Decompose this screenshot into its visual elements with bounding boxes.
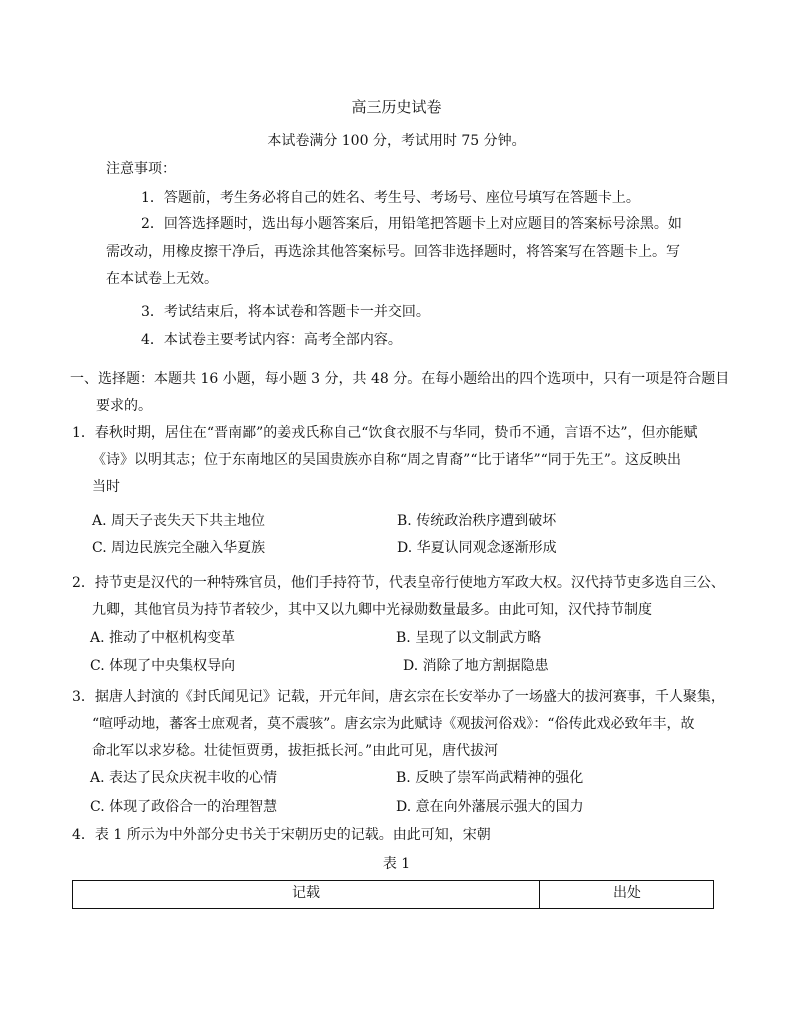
- question-1-stem-line-3: 当时: [92, 479, 120, 495]
- question-3-stem-line-1: 3．据唐人封演的《封氏闻见记》记载，开元年间，唐玄宗在长安举办了一场盛大的拔河赛事，千人聚集，: [72, 689, 725, 705]
- records-table: [72, 880, 714, 909]
- note-item-4: 4．本试卷主要考试内容：高考全部内容。: [141, 332, 402, 348]
- question-2-option-d: D. 消除了地方割据隐患: [403, 658, 549, 674]
- question-2-stem-line-2: 九卿，其他官员为持节者较少，其中又以九卿中光禄勋数量最多。由此可知，汉代持节制度: [92, 602, 652, 618]
- question-1-stem-line-2: 《诗》以明其志；位于东南地区的吴国贵族亦自称“周之胄裔”“比于诸华”“同于先王”。这反映出: [92, 452, 681, 468]
- note-item-2-line-2: 需改动，用橡皮擦干净后，再选涂其他答案标号。回答非选择题时，将答案写在答题卡上。写: [106, 244, 680, 260]
- question-1-stem-line-1: 1．春秋时期，居住在“晋南鄙”的姜戎氏称自己“饮食衣服不与华同，贽币不通，言语不达”，但亦能赋: [72, 425, 698, 441]
- question-1-option-b: B. 传统政治秩序遭到破坏: [397, 513, 557, 529]
- notes-heading: 注意事项：: [106, 161, 176, 177]
- question-1-option-d: D. 华夏认同观念逐渐形成: [397, 540, 557, 556]
- note-item-3: 3．考试结束后，将本试卷和答题卡一并交回。: [141, 304, 430, 320]
- question-3-option-c: C. 体现了政俗合一的治理智慧: [90, 799, 278, 815]
- question-3-option-a: A. 表达了民众庆祝丰收的心情: [90, 770, 278, 786]
- question-2-option-b: B. 呈现了以文制武方略: [396, 630, 542, 646]
- note-item-1: 1．答题前，考生务必将自己的姓名、考生号、考场号、座位号填写在答题卡上。: [141, 190, 640, 206]
- note-item-2-line-3: 在本试卷上无效。: [106, 271, 218, 287]
- table-header-record: 记载: [292, 885, 320, 901]
- question-4-stem-line-1: 4．表 1 所示为中外部分史书关于宋朝历史的记载。由此可知，宋朝: [72, 827, 491, 843]
- section-heading-line-2: 要求的。: [96, 398, 152, 414]
- question-2-option-c: C. 体现了中央集权导向: [90, 658, 236, 674]
- section-heading-line-1: 一、选择题：本题共 16 小题，每小题 3 分，共 48 分。在每小题给出的四个选项中，只有一项是符合题目: [70, 371, 730, 387]
- page-title: 高三历史试卷: [351, 98, 442, 116]
- note-item-2-line-1: 2．回答选择题时，选出每小题答案后，用铅笔把答题卡上对应题目的答案标号涂黑。如: [141, 216, 682, 232]
- question-2-stem-line-1: 2．持节吏是汉代的一种特殊官员，他们手持符节，代表皇帝行使地方军政大权。汉代持节吏多选自三公、: [72, 575, 725, 591]
- question-1-option-c: C. 周边民族完全融入华夏族: [92, 540, 266, 556]
- table-caption: 表 1: [382, 856, 411, 872]
- question-3-option-d: D. 意在向外藩展示强大的国力: [396, 799, 584, 815]
- question-3-stem-line-3: 命北军以求岁稔。壮徒恒贾勇，拔拒抵长河。”由此可见，唐代拔河: [92, 743, 499, 759]
- table-header-source: 出处: [613, 885, 641, 901]
- question-3-stem-line-2: “喧呼动地，蕃客士庶观者，莫不震骇”。唐玄宗为此赋诗《观拔河俗戏》：“俗传此戏必致年丰，故: [92, 716, 695, 732]
- question-1-option-a: A. 周天子丧失天下共主地位: [92, 513, 266, 529]
- question-3-option-b: B. 反映了崇军尚武精神的强化: [396, 770, 584, 786]
- exam-subtitle: 本试卷满分 100 分，考试用时 75 分钟。: [267, 133, 526, 149]
- question-2-option-a: A. 推动了中枢机构变革: [90, 630, 236, 646]
